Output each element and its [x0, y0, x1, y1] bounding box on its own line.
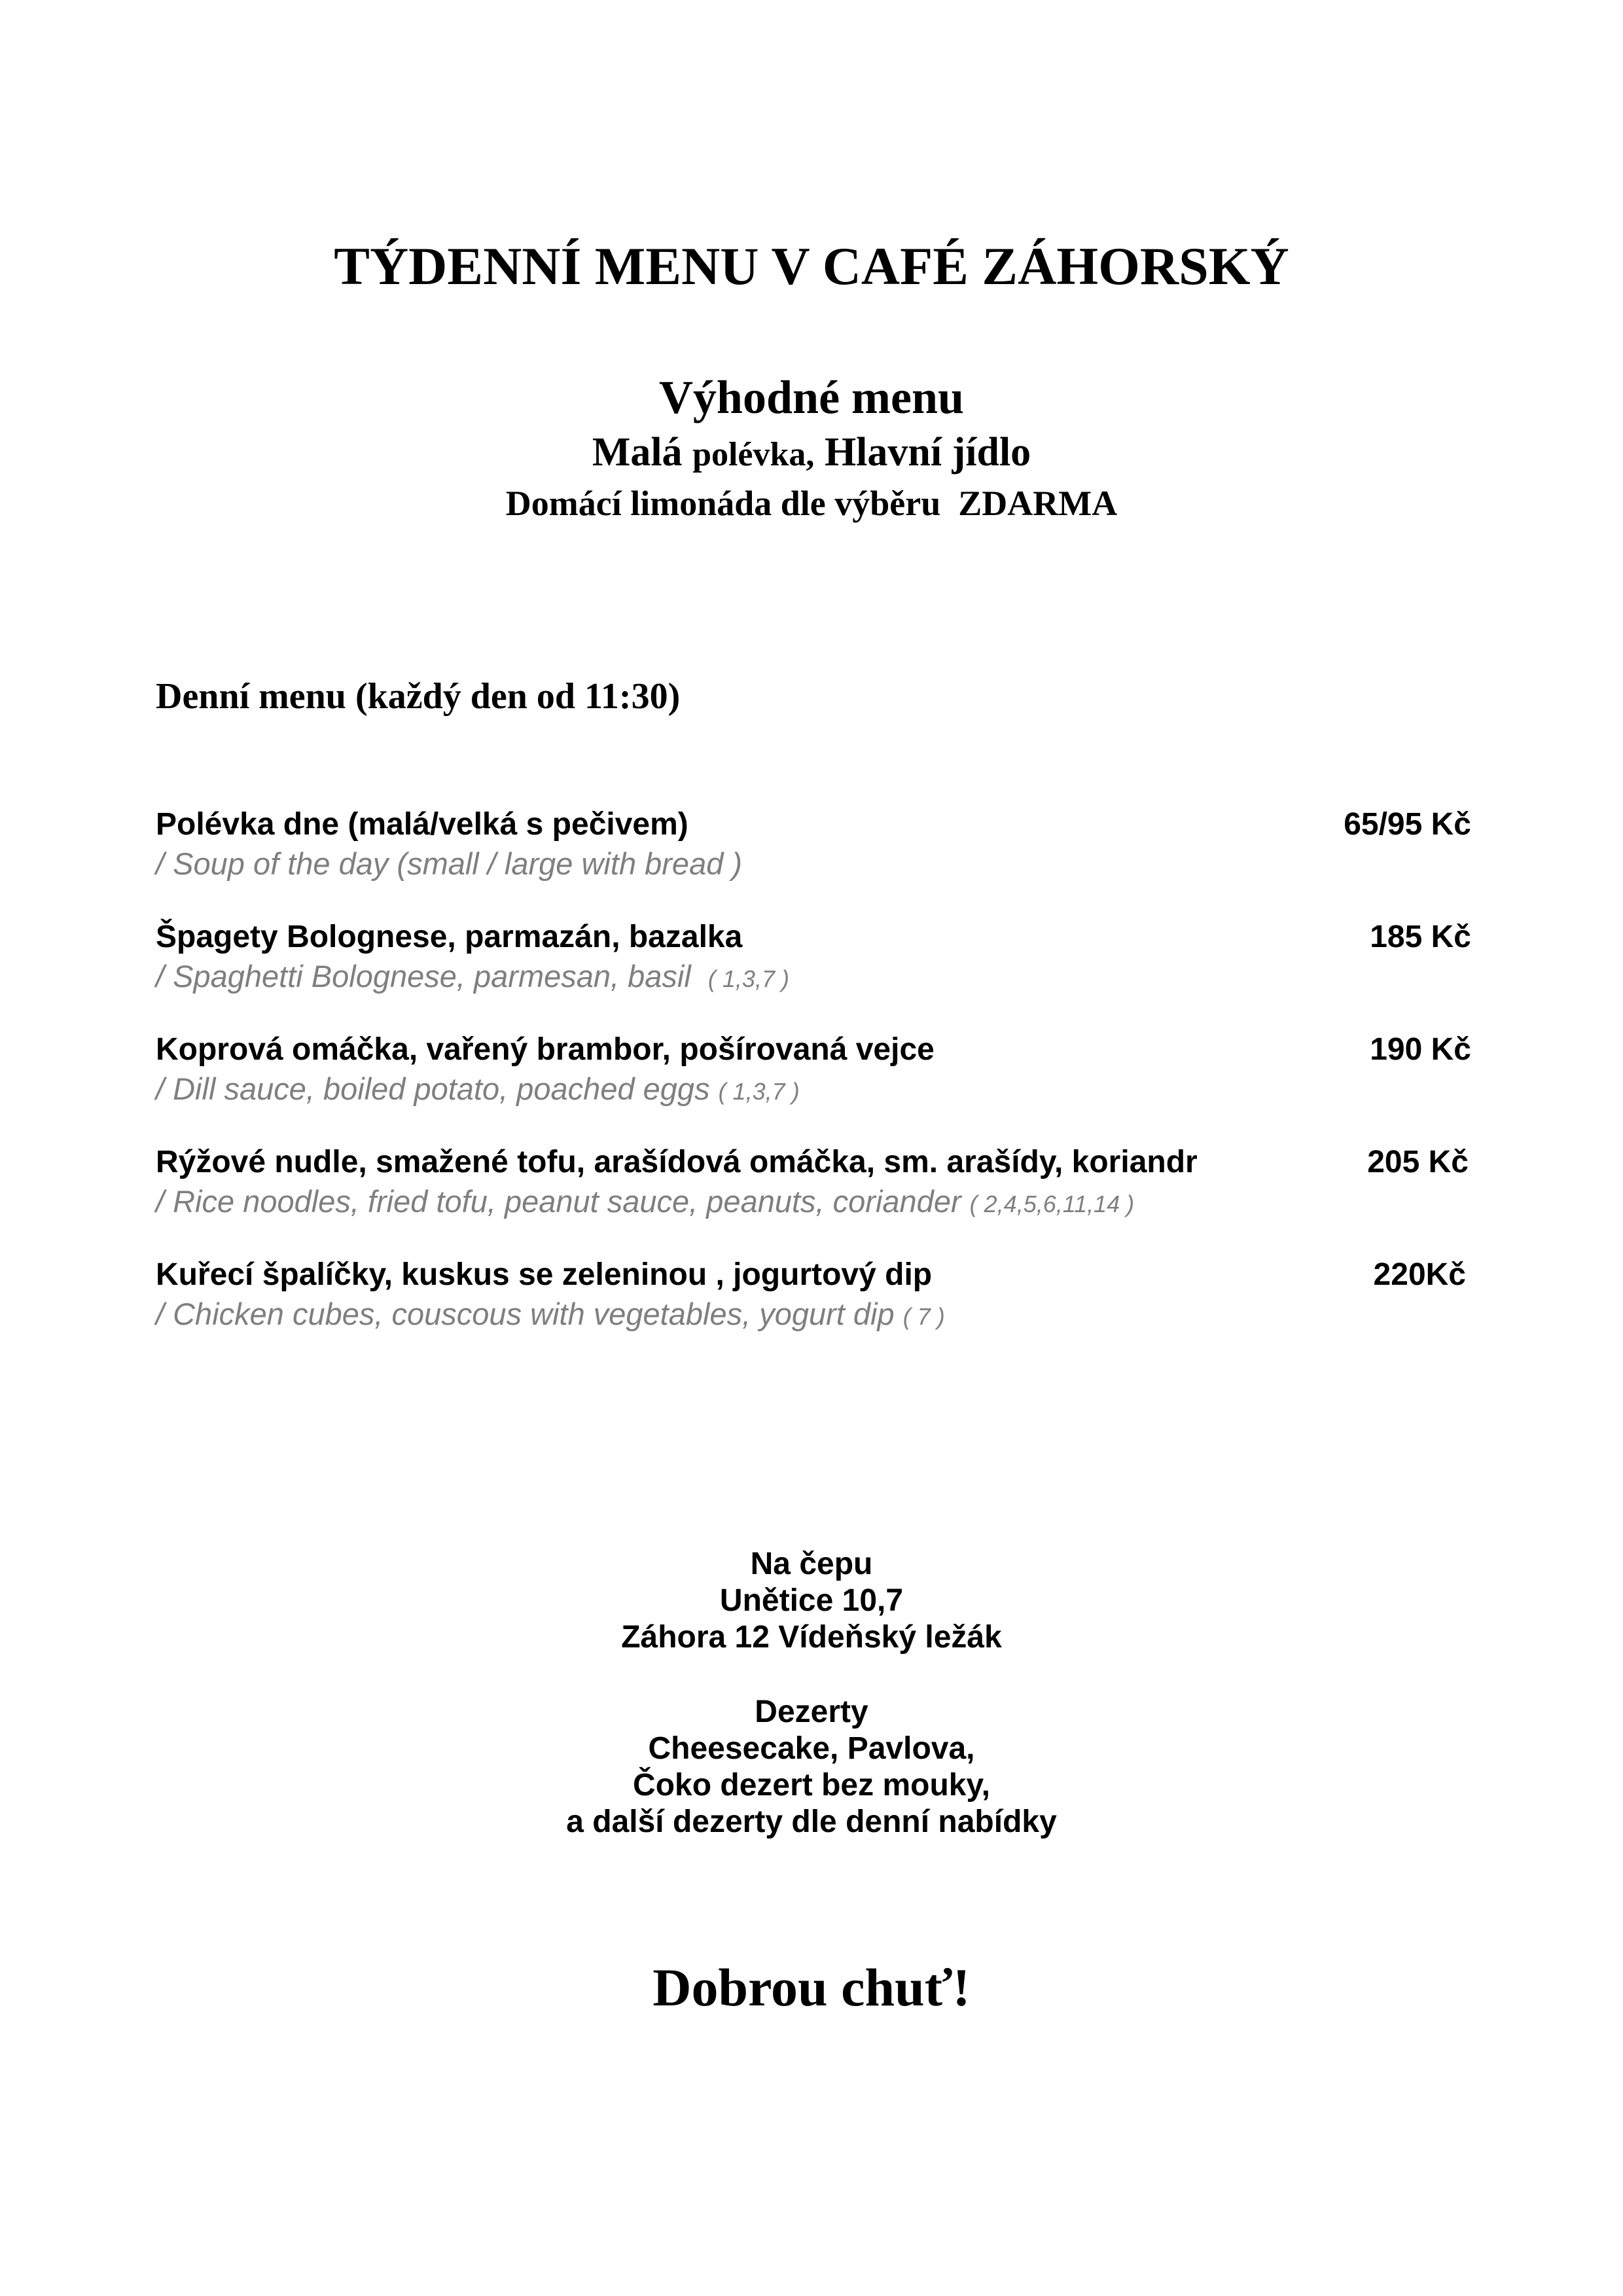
promo-line-1-part-a: Malá: [592, 430, 683, 475]
item-name: Polévka dne (malá/velká s pečivem): [156, 807, 688, 842]
promo-line-1-part-b: polévka,: [692, 436, 815, 473]
tap-line: Unětice 10,7: [719, 1583, 904, 1618]
promo-heading: Výhodné menu: [658, 371, 965, 423]
item-name: Kuřecí špalíčky, kuskus se zeleninou , jogurtový dip: [156, 1257, 933, 1292]
item-price: 205 Kč: [1367, 1145, 1469, 1179]
desserts-line: Čoko dezert bez mouky,: [633, 1768, 990, 1803]
menu-item: [156, 919, 1471, 1004]
item-name: Koprová omáčka, vařený brambor, pošírovaná vejce: [156, 1032, 935, 1067]
item-name: Špagety Bolognese, parmazán, bazalka: [156, 920, 743, 954]
promo-line-2: Domácí limonáda dle výběru ZDARMA: [505, 484, 1118, 523]
desserts-heading: Dezerty: [755, 1695, 868, 1729]
item-price: 185 Kč: [1370, 920, 1471, 954]
item-translation: [156, 846, 742, 882]
item-price: 190 Kč: [1370, 1032, 1471, 1067]
item-translation: [156, 1071, 800, 1107]
item-translation: [156, 1183, 1134, 1219]
item-translation-text: / Soup of the day (small / large with bread ): [156, 846, 743, 881]
desserts-line: Cheesecake, Pavlova,: [648, 1731, 975, 1766]
item-allergens: ( 1,3,7 ): [707, 965, 789, 992]
item-translation-text: / Chicken cubes, couscous with vegetables, yogurt dip: [156, 1297, 895, 1331]
item-price: 65/95 Kč: [1344, 807, 1471, 842]
item-allergens: ( 1,3,7 ): [718, 1078, 800, 1105]
promo-line-1: [0, 429, 1623, 476]
menu-item: [156, 1257, 1471, 1342]
item-allergens: ( 2,4,5,6,11,14 ): [969, 1191, 1135, 1217]
desserts-line: a další dezerty dle denní nabídky: [566, 1804, 1057, 1839]
closing-text: Dobrou chuť!: [652, 1958, 971, 2017]
item-price: 220Kč: [1373, 1257, 1466, 1292]
menu-item: [156, 1144, 1471, 1229]
page-title: TÝDENNÍ MENU V CAFÉ ZÁHORSKÝ: [334, 236, 1289, 296]
item-translation-text: / Dill sauce, boiled potato, poached eggs: [156, 1071, 710, 1106]
item-translation: [156, 1296, 945, 1332]
item-allergens: ( 7 ): [902, 1303, 945, 1330]
daily-menu-heading: Denní menu (každý den od 11:30): [156, 676, 681, 717]
item-translation-text: / Spaghetti Bolognese, parmesan, basil: [156, 959, 691, 994]
tap-heading: Na čepu: [750, 1547, 873, 1581]
menu-item: [156, 806, 1471, 891]
tap-line: Záhora 12 Vídeňský ležák: [621, 1620, 1002, 1655]
menu-item: [156, 1031, 1471, 1117]
item-translation-text: / Rice noodles, fried tofu, peanut sauce, peanuts, coriander: [156, 1184, 961, 1219]
item-translation: [156, 958, 789, 994]
promo-line-1-part-c: Hlavní jídlo: [824, 430, 1031, 475]
item-name: Rýžové nudle, smažené tofu, arašídová omáčka, sm. arašídy, koriandr: [156, 1145, 1198, 1179]
